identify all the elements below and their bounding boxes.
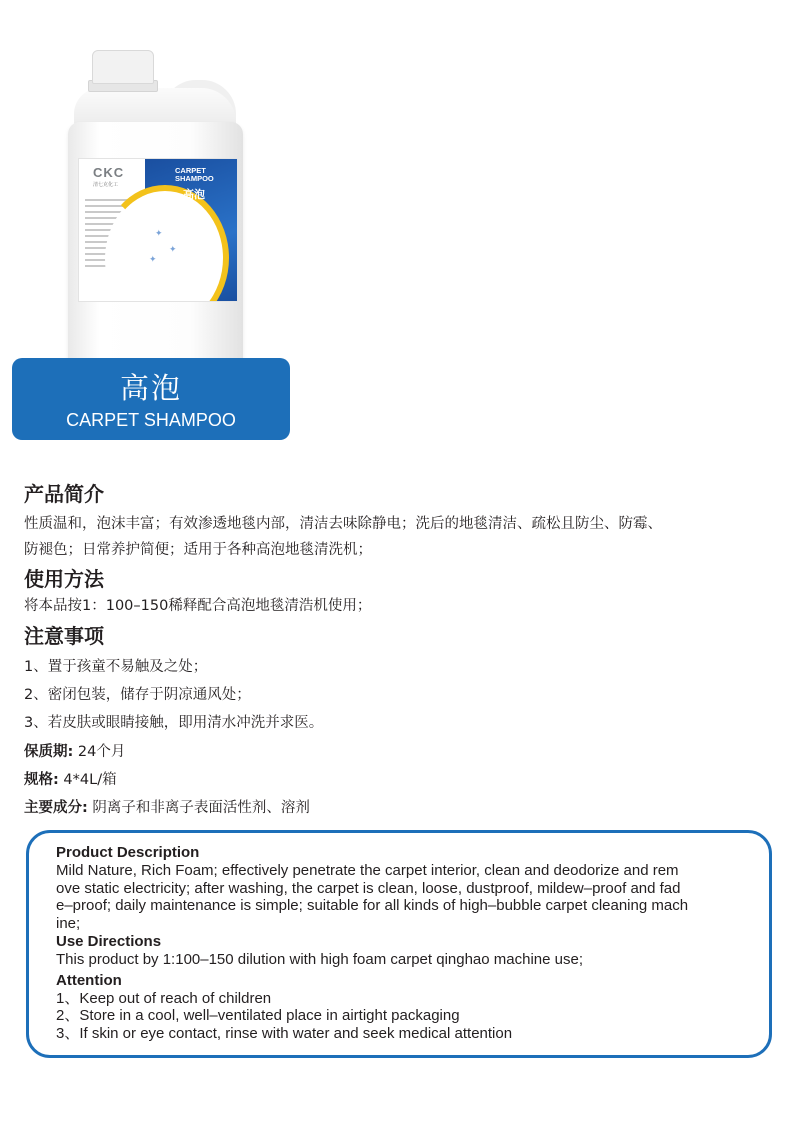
- intro-line-1: 性质温和，泡沫丰富；有效渗透地毯内部，清洁去味除静电；洗后的地毯清洁、疏松且防尘、防霉、: [24, 516, 662, 532]
- product-description-heading: Product Description: [56, 844, 200, 861]
- shelf-life-value: 24个月: [73, 744, 126, 760]
- product-bottle-image: [58, 50, 248, 350]
- intro-line-2: 防褪色；日常养护简便；适用于各种高泡地毯清洗机；: [24, 542, 372, 558]
- ingredients-label: 主要成分:: [24, 800, 88, 816]
- brand-logo: CKC: [93, 165, 125, 180]
- notice-item: 1、置于孩童不易触及之处；: [24, 659, 208, 675]
- attention-heading: Attention: [56, 971, 122, 989]
- description-line: Mild Nature, Rich Foam; effectively penetrate the carpet interior, clean and deodorize and rem: [56, 862, 679, 879]
- label-title-cn: 高泡: [183, 188, 205, 201]
- attention-item: 2、Store in a cool, well–ventilated place in airtight packaging: [56, 1007, 460, 1024]
- attention-item: 1、Keep out of reach of children: [56, 989, 272, 1007]
- usage-text: 将本品按1：100–150稀释配合高泡地毯清浩机使用；: [24, 598, 372, 614]
- description-line: ove static electricity; after washing, the carpet is clean, loose, dustproof, mildew–proof and fad: [56, 879, 681, 897]
- intro-heading: 产品简介: [24, 482, 104, 506]
- english-info-box: [26, 830, 772, 1058]
- shelf-life-row: [24, 740, 125, 761]
- bottle-label: [78, 158, 238, 302]
- notice-item: 2、密闭包装，储存于阴凉通风处；: [24, 687, 251, 703]
- notice-item: 3、若皮肤或眼睛接触，即用清水冲洗并求医。: [24, 715, 324, 731]
- use-directions-heading: Use Directions: [56, 933, 162, 950]
- shelf-life-label: 保质期:: [24, 744, 74, 760]
- sparkle-icon: ✦: [149, 255, 157, 265]
- use-directions-text: This product by 1:100–150 dilution with high foam carpet qinghao machine use;: [56, 951, 583, 968]
- bottle-cap: [92, 50, 154, 84]
- sparkle-icon: ✦: [155, 229, 163, 239]
- description-line: e–proof; daily maintenance is simple; suitable for all kinds of high–bubble carpet cleaning mach: [56, 897, 689, 914]
- english-info-content: [56, 843, 756, 1042]
- banner-title-cn: 高泡: [119, 371, 182, 405]
- attention-item: 3、If skin or eye contact, rinse with water and seek medical attention: [56, 1024, 513, 1042]
- spec-row: [24, 768, 117, 789]
- sparkle-icon: ✦: [169, 245, 177, 255]
- spec-value: 4*4L/箱: [58, 772, 117, 788]
- ingredients-value: 阴离子和非离子表面活性剂、溶剂: [87, 800, 310, 816]
- spec-label: 规格:: [24, 772, 59, 788]
- label-title-en: CARPET SHAMPOO: [175, 166, 214, 183]
- usage-heading: 使用方法: [24, 567, 104, 591]
- title-banner: [12, 358, 290, 440]
- bottle-shoulder: [74, 88, 236, 126]
- brand-subtitle: 清七克化工: [93, 182, 119, 188]
- label-brand-panel: [145, 159, 237, 301]
- description-line: ine;: [56, 914, 81, 932]
- ingredients-row: [24, 796, 310, 817]
- banner-title-en: CARPET SHAMPOO: [66, 410, 236, 430]
- notice-heading: 注意事项: [24, 624, 104, 648]
